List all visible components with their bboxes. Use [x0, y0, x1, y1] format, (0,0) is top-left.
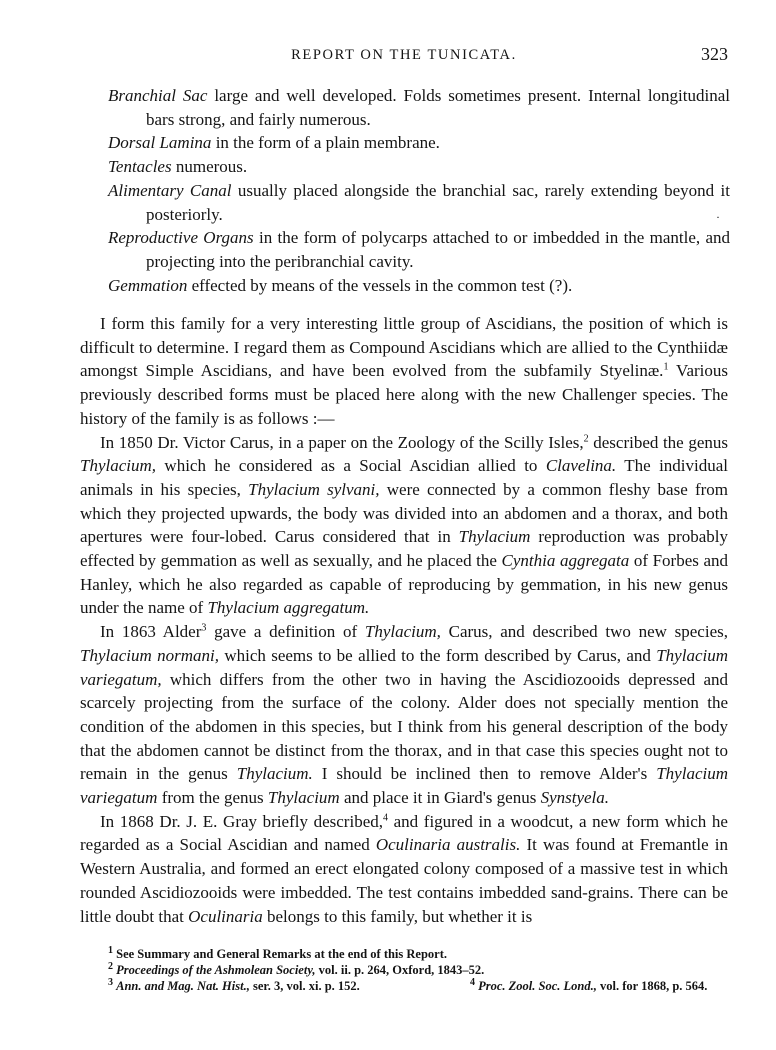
taxon-name: Thylacium.	[236, 764, 313, 784]
character-branchial-sac	[108, 84, 730, 131]
footnote-2	[108, 962, 730, 978]
text-run: Carus, and described two new species,	[440, 622, 728, 642]
footnote-source: Proc. Zool. Soc. Lond.,	[478, 979, 597, 993]
text-run: which differs from the other two in having the Ascidiozooids depressed and scarcely projecting from the surface of the colony. Alder does not specially mention the condition of the abdomen in this species, but I think from his general description of the body that the abdomen cannot be distinct from the thorax, and in that case this species ought not to remain in the genus	[80, 669, 728, 784]
footnote-ref: 4	[383, 812, 388, 824]
footnote-ref: 3	[201, 622, 207, 634]
footnote-ref: 1	[663, 361, 669, 373]
taxon-name: Oculinaria australis.	[375, 835, 521, 855]
taxon-name: Cynthia aggregata	[501, 551, 630, 571]
footnote-source: Ann. and Mag. Nat. Hist.,	[116, 979, 250, 993]
taxon-name: Thylacium sylvani,	[248, 479, 380, 499]
body-text	[80, 312, 728, 928]
text-run: gave a definition of	[206, 622, 365, 642]
character-tentacles	[108, 155, 730, 179]
footnote-text: vol. ii. p. 264, Oxford, 1843–52.	[315, 963, 485, 977]
footnote-mark: 2	[108, 960, 113, 972]
text-run: reproduction was probably effected by gemmation as well as sexually, and he placed the	[80, 527, 728, 571]
character-term: Gemmation	[108, 275, 188, 295]
taxon-name: Oculinaria	[188, 906, 263, 926]
footnote-mark: 4	[470, 976, 475, 988]
running-title: REPORT ON THE TUNICATA.	[291, 47, 517, 63]
footnote-text: ser. 3, vol. xi. p. 152.	[249, 979, 360, 993]
taxon-name: Thylacium aggregatum.	[207, 598, 370, 618]
footnote-4	[470, 978, 707, 994]
text-run: I form this family for a very interesting little group of Ascidians, the position of which is difficult to determine. I regard them as Compound Ascidians which are allied to the Cynthiidæ amongst Simple Ascidians, and have been evolved from the subfamily Styelinæ.	[80, 314, 728, 381]
text-run: The individual animals in his species,	[80, 456, 729, 499]
text-run: belongs to this family, but whether it is	[262, 906, 533, 926]
character-text: usually placed alongside the branchial sac, rarely extending beyond it posteriorly.	[146, 180, 730, 224]
text-run: of Forbes and Hanley, which he also regarded as capable of reproducing by gemmation, in his new genus under the name of	[80, 551, 728, 618]
taxon-name: Synstyela.	[540, 788, 610, 808]
footnote-mark: 3	[108, 976, 113, 988]
footnote-row	[108, 978, 730, 994]
footnotes	[108, 946, 730, 994]
text-run: which he considered as a Social Ascidian allied to	[156, 456, 546, 476]
character-term: Dorsal Lamina	[108, 133, 212, 153]
paragraph-2	[80, 431, 728, 621]
character-text: effected by means of the vessels in the common test (?).	[187, 275, 573, 295]
taxon-name: Thylacium	[267, 788, 340, 808]
paragraph-4	[80, 810, 728, 929]
taxon-name: Thylacium,	[364, 622, 441, 642]
character-term: Branchial Sac	[108, 86, 208, 105]
taxon-name: Thylacium variegatum,	[80, 645, 728, 689]
text-run: which seems to be allied to the form described by Carus, and	[218, 645, 657, 665]
footnote-3	[108, 976, 360, 993]
character-term: Tentacles	[108, 157, 172, 177]
character-dorsal-lamina	[108, 131, 730, 155]
taxon-name: Clavelina.	[545, 456, 617, 476]
footnote-text: vol. for 1868, p. 564.	[596, 979, 708, 993]
character-text: large and well developed. Folds sometimes present. Internal longitudinal bars strong, and fairly numerous.	[146, 86, 730, 129]
page-number: 323	[701, 44, 728, 64]
paragraph-1	[80, 312, 728, 431]
taxon-name: Thylacium	[458, 527, 531, 547]
text-run: from the genus	[157, 788, 268, 808]
text-run: In 1863 Alder	[100, 622, 202, 642]
footnote-1	[108, 946, 730, 962]
text-run: In 1868 Dr. J. E. Gray briefly described,	[100, 811, 383, 831]
character-reproductive-organs	[108, 226, 730, 273]
paragraph-3	[80, 620, 728, 810]
text-run: Various previously described forms must be placed here along with the new Challenger species. The history of the family is as follows :—	[80, 361, 728, 428]
family-characters-list	[108, 84, 730, 297]
taxon-name: Thylacium normani,	[80, 645, 219, 665]
character-text: numerous.	[171, 157, 248, 177]
page-header	[80, 44, 728, 68]
text-run: described the genus	[588, 432, 728, 452]
character-text: in the form of a plain membrane.	[211, 133, 440, 153]
character-gemmation	[108, 274, 730, 298]
text-run: It was found at Fremantle in Western Australia, and formed an erect elongated colony composed of a massive test in which rounded Ascidiozooids were imbedded. The test contains imbedded sand-grains. There can be little doubt that	[80, 835, 728, 926]
text-run: and place it in Giard's genus	[339, 788, 541, 808]
taxon-name: Thylacium variegatum	[80, 764, 728, 808]
character-alimentary-canal	[108, 179, 730, 226]
footnote-source: Proceedings of the Ashmolean Society,	[116, 963, 316, 977]
character-text: in the form of polycarps attached to or imbedded in the mantle, and projecting into the peribranchial cavity.	[146, 228, 731, 271]
text-run: were connected by a common fleshy base from which they projected upwards, the body was divided into an abdomen and a thorax, and both apertures were four-lobed. Carus considered that in	[80, 479, 729, 547]
footnote-text: See Summary and General Remarks at the end of this Report.	[113, 947, 448, 961]
text-run: and figured in a woodcut, a new form which he regarded as a Social Ascidian and named	[80, 811, 728, 855]
character-term: Reproductive Organs	[108, 228, 254, 248]
text-run: I should be inclined then to remove Alder's	[312, 764, 657, 784]
footnote-mark: 1	[108, 944, 113, 956]
stray-mark: ·	[716, 210, 720, 224]
character-term: Alimentary Canal	[108, 180, 232, 200]
text-run: In 1850 Dr. Victor Carus, in a paper on the Zoology of the Scilly Isles,	[100, 432, 584, 452]
footnote-ref: 2	[583, 432, 589, 444]
taxon-name: Thylacium,	[80, 456, 157, 476]
